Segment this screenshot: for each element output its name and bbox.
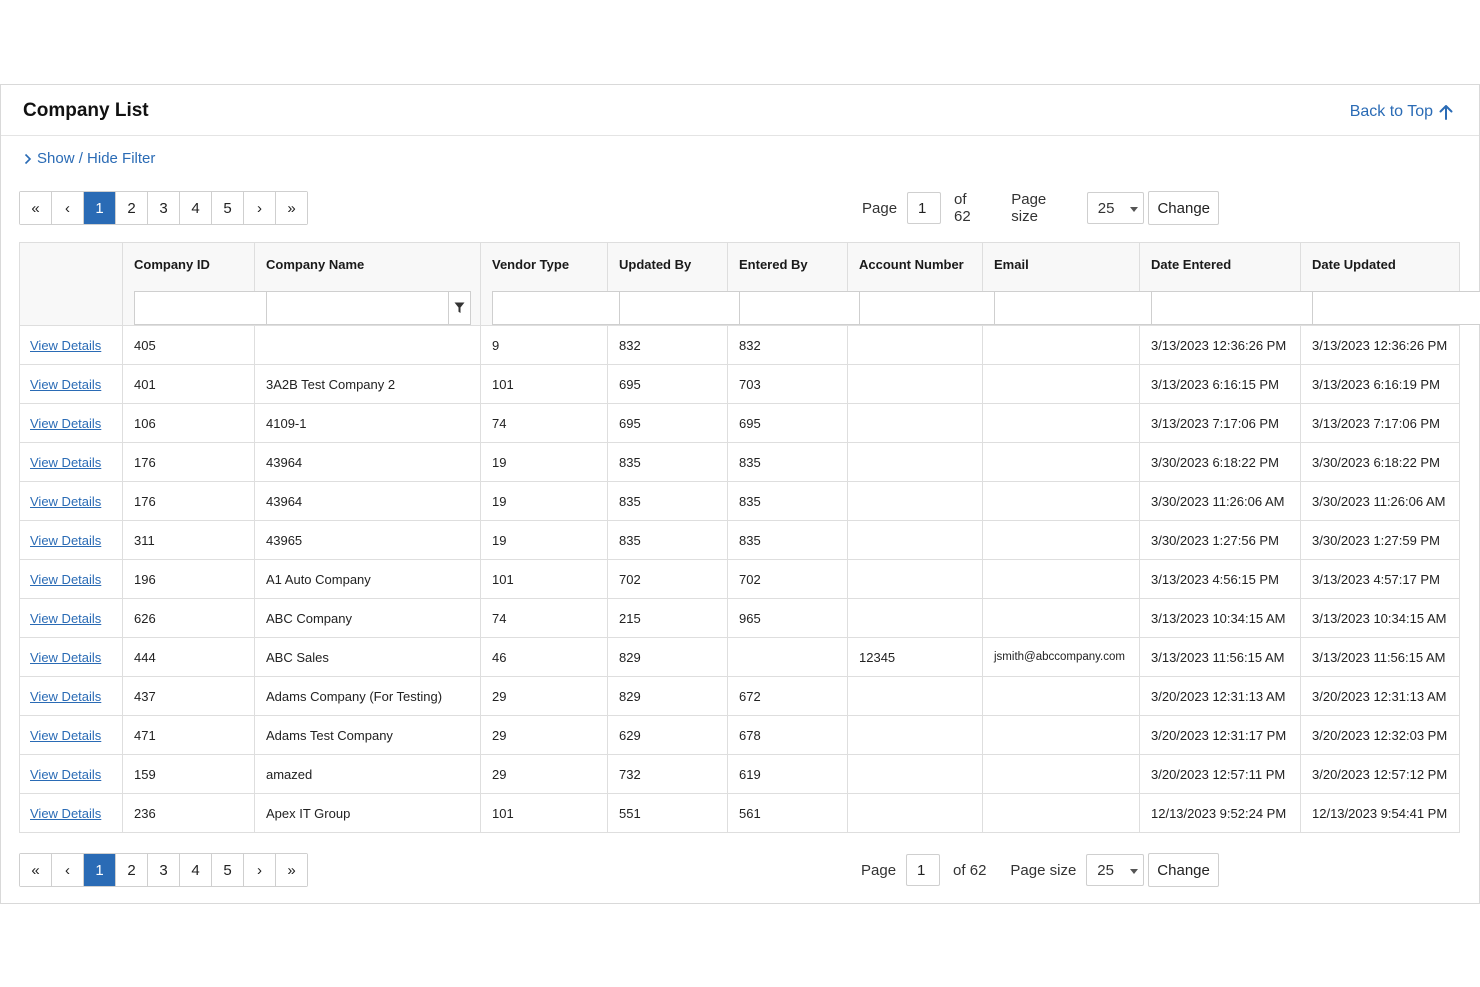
company-name-cell: Apex IT Group — [255, 794, 481, 833]
entered-by-cell: 703 — [728, 365, 848, 404]
page-button-2[interactable]: 2 — [116, 192, 148, 224]
next-page-button[interactable]: › — [244, 854, 276, 886]
company-id-cell: 311 — [123, 521, 255, 560]
entered-by-cell: 672 — [728, 677, 848, 716]
table-body — [20, 326, 1460, 833]
page-button-3[interactable]: 3 — [148, 854, 180, 886]
view-details-link[interactable]: View Details — [30, 688, 102, 704]
date-updated-cell: 3/13/2023 11:56:15 AM — [1301, 638, 1460, 677]
page-count: of 62 — [953, 861, 987, 879]
company-id-cell: 159 — [123, 755, 255, 794]
actions-cell — [20, 716, 123, 755]
change-button[interactable]: Change — [1148, 191, 1219, 225]
vendor-type-cell: 29 — [481, 716, 608, 755]
view-details-link[interactable]: View Details — [30, 532, 102, 548]
table-row — [20, 365, 1460, 404]
email-cell — [983, 677, 1140, 716]
company-name-cell: ABC Sales — [255, 638, 481, 677]
updated-by-cell: 835 — [608, 521, 728, 560]
column-header-label: Entered By — [739, 257, 808, 272]
date-entered-cell: 3/13/2023 11:56:15 AM — [1140, 638, 1301, 677]
page-info — [861, 853, 1219, 887]
column-header-entered-by — [728, 243, 848, 326]
table-row — [20, 482, 1460, 521]
page-button-1[interactable]: 1 — [84, 192, 116, 224]
entered-by-cell: 702 — [728, 560, 848, 599]
column-header-updated-by — [608, 243, 728, 326]
view-details-link[interactable]: View Details — [30, 376, 102, 392]
pagination — [19, 191, 308, 225]
view-details-link[interactable]: View Details — [30, 610, 102, 626]
email-cell — [983, 404, 1140, 443]
date-entered-cell: 3/20/2023 12:57:11 PM — [1140, 755, 1301, 794]
column-header-label: Date Entered — [1151, 257, 1232, 272]
pagination — [19, 853, 308, 887]
account-number-cell — [848, 716, 983, 755]
table-row — [20, 326, 1460, 365]
view-details-link[interactable]: View Details — [30, 727, 102, 743]
table-row — [20, 716, 1460, 755]
back-to-top-link[interactable] — [1350, 103, 1453, 121]
view-details-link[interactable]: View Details — [30, 454, 102, 470]
account-number-cell — [848, 794, 983, 833]
company-name-filter-input[interactable] — [266, 291, 448, 325]
company-name-cell: 3A2B Test Company 2 — [255, 365, 481, 404]
column-header-email — [983, 243, 1140, 326]
email-cell — [983, 365, 1140, 404]
company-table — [19, 242, 1460, 833]
updated-by-cell: 215 — [608, 599, 728, 638]
date-updated-cell: 3/30/2023 1:27:59 PM — [1301, 521, 1460, 560]
column-header-label: Date Updated — [1312, 257, 1396, 272]
view-details-link[interactable]: View Details — [30, 337, 102, 353]
pager-bottom — [19, 853, 1219, 887]
view-details-link[interactable]: View Details — [30, 649, 102, 665]
column-header-vendor-type — [481, 243, 608, 326]
account-number-cell — [848, 482, 983, 521]
vendor-type-cell: 9 — [481, 326, 608, 365]
panel-header — [1, 85, 1479, 136]
date-entered-cell: 3/30/2023 11:26:06 AM — [1140, 482, 1301, 521]
date-entered-cell: 3/20/2023 12:31:13 AM — [1140, 677, 1301, 716]
date-entered-cell: 3/30/2023 6:18:22 PM — [1140, 443, 1301, 482]
entered-by-cell: 619 — [728, 755, 848, 794]
date-updated-cell: 3/13/2023 4:57:17 PM — [1301, 560, 1460, 599]
page-number-input[interactable] — [906, 854, 940, 886]
funnel-icon — [454, 302, 465, 314]
column-filter — [739, 291, 838, 325]
column-header-company-id — [123, 243, 255, 326]
page-button-3[interactable]: 3 — [148, 192, 180, 224]
table-row — [20, 599, 1460, 638]
account-number-cell — [848, 443, 983, 482]
prev-page-button[interactable]: ‹ — [52, 854, 84, 886]
company-id-cell: 444 — [123, 638, 255, 677]
email-cell — [983, 716, 1140, 755]
page-count: of 62 — [954, 191, 971, 225]
date-entered-cell: 3/13/2023 4:56:15 PM — [1140, 560, 1301, 599]
table-row — [20, 794, 1460, 833]
column-header-label: Account Number — [859, 257, 964, 272]
column-header-account-number — [848, 243, 983, 326]
account-number-cell — [848, 326, 983, 365]
company-id-cell: 106 — [123, 404, 255, 443]
company-id-cell: 405 — [123, 326, 255, 365]
email-cell — [983, 482, 1140, 521]
column-header-date-entered — [1140, 243, 1301, 326]
page-size-label: Page size — [1011, 191, 1047, 225]
date-updated-cell: 3/20/2023 12:57:12 PM — [1301, 755, 1460, 794]
column-header-actions — [20, 243, 123, 326]
actions-cell — [20, 638, 123, 677]
first-page-button[interactable]: « — [20, 854, 52, 886]
page-title: Company List — [23, 100, 149, 121]
view-details-link[interactable]: View Details — [30, 571, 102, 587]
actions-cell — [20, 521, 123, 560]
company-name-cell: 4109-1 — [255, 404, 481, 443]
updated-by-cell: 551 — [608, 794, 728, 833]
date-entered-cell: 3/13/2023 6:16:15 PM — [1140, 365, 1301, 404]
entered-by-cell: 832 — [728, 326, 848, 365]
date-updated-cell: 3/13/2023 6:16:19 PM — [1301, 365, 1460, 404]
column-filter — [859, 291, 973, 325]
vendor-type-cell: 101 — [481, 794, 608, 833]
view-details-link[interactable]: View Details — [30, 415, 102, 431]
entered-by-cell: 835 — [728, 521, 848, 560]
change-button[interactable]: Change — [1148, 853, 1219, 887]
column-filter — [492, 291, 598, 325]
date-updated-cell: 3/20/2023 12:32:03 PM — [1301, 716, 1460, 755]
show-hide-filter-toggle[interactable] — [24, 150, 155, 167]
pager-top — [19, 191, 1219, 225]
account-number-cell — [848, 404, 983, 443]
vendor-type-cell: 19 — [481, 521, 608, 560]
email-filter-input[interactable] — [994, 291, 1176, 325]
column-header-company-name — [255, 243, 481, 326]
entered-by-cell: 835 — [728, 443, 848, 482]
date-entered-cell: 3/13/2023 10:34:15 AM — [1140, 599, 1301, 638]
vendor-type-cell: 29 — [481, 755, 608, 794]
actions-cell — [20, 326, 123, 365]
column-header-label: Vendor Type — [492, 257, 570, 272]
column-filter — [266, 291, 471, 325]
entered-by-cell: 561 — [728, 794, 848, 833]
date-updated-cell: 3/20/2023 12:31:13 AM — [1301, 677, 1460, 716]
page-button-2[interactable]: 2 — [116, 854, 148, 886]
date-updated-cell: 3/13/2023 12:36:26 PM — [1301, 326, 1460, 365]
page-size-select[interactable] — [1086, 854, 1144, 886]
vendor-type-cell: 74 — [481, 599, 608, 638]
page-size-value: 25 — [1097, 861, 1114, 879]
page-label: Page — [861, 861, 897, 879]
last-page-button[interactable]: » — [276, 192, 307, 224]
column-filter — [994, 291, 1130, 325]
entered-by-cell: 835 — [728, 482, 848, 521]
company-name-cell: Adams Company (For Testing) — [255, 677, 481, 716]
updated-by-cell: 695 — [608, 404, 728, 443]
vendor-type-cell: 74 — [481, 404, 608, 443]
page-size-select[interactable] — [1087, 192, 1145, 224]
company-id-cell: 471 — [123, 716, 255, 755]
email-cell — [983, 794, 1140, 833]
updated-by-cell: 732 — [608, 755, 728, 794]
account-number-cell — [848, 677, 983, 716]
updated-by-cell: 829 — [608, 677, 728, 716]
account-number-cell: 12345 — [848, 638, 983, 677]
company-id-cell: 236 — [123, 794, 255, 833]
account-number-cell — [848, 365, 983, 404]
updated-by-cell: 702 — [608, 560, 728, 599]
table-header-row — [20, 243, 1460, 326]
date-entered-cell: 3/20/2023 12:31:17 PM — [1140, 716, 1301, 755]
vendor-type-cell: 101 — [481, 560, 608, 599]
actions-cell — [20, 560, 123, 599]
column-header-label: Updated By — [619, 257, 692, 272]
vendor-type-cell: 19 — [481, 482, 608, 521]
company-name-cell: A1 Auto Company — [255, 560, 481, 599]
caret-down-icon — [1130, 207, 1138, 212]
email-cell — [983, 326, 1140, 365]
next-page-button[interactable]: › — [244, 192, 276, 224]
account-number-cell — [848, 599, 983, 638]
email-cell — [983, 521, 1140, 560]
column-filter — [1312, 291, 1450, 325]
entered-by-cell: 695 — [728, 404, 848, 443]
updated-by-cell: 835 — [608, 443, 728, 482]
arrow-up-icon — [1439, 104, 1453, 120]
company-id-cell: 626 — [123, 599, 255, 638]
actions-cell — [20, 443, 123, 482]
back-to-top-label: Back to Top — [1349, 103, 1433, 120]
actions-cell — [20, 599, 123, 638]
date-updated-cell: 3/30/2023 11:26:06 AM — [1301, 482, 1460, 521]
table-row — [20, 404, 1460, 443]
column-header-date-updated — [1301, 243, 1460, 326]
caret-down-icon — [1130, 869, 1138, 874]
actions-cell — [20, 482, 123, 521]
vendor-type-cell: 101 — [481, 365, 608, 404]
table-row — [20, 560, 1460, 599]
column-filter — [619, 291, 718, 325]
company-id-cell: 437 — [123, 677, 255, 716]
date-entered-filter-input[interactable] — [1151, 291, 1333, 325]
email-cell — [983, 443, 1140, 482]
actions-cell — [20, 404, 123, 443]
filter-button[interactable] — [448, 291, 471, 325]
company-name-cell: 43965 — [255, 521, 481, 560]
column-filter — [134, 291, 245, 325]
column-header-label: Company ID — [134, 257, 210, 272]
table-row — [20, 677, 1460, 716]
entered-by-cell: 678 — [728, 716, 848, 755]
page-button-4[interactable]: 4 — [180, 192, 212, 224]
actions-cell — [20, 794, 123, 833]
entered-by-cell — [728, 638, 848, 677]
updated-by-cell: 695 — [608, 365, 728, 404]
chevron-right-icon — [24, 153, 32, 165]
updated-by-cell: 832 — [608, 326, 728, 365]
date-entered-cell: 3/13/2023 12:36:26 PM — [1140, 326, 1301, 365]
prev-page-button[interactable]: ‹ — [52, 192, 84, 224]
account-number-cell — [848, 560, 983, 599]
account-number-cell — [848, 755, 983, 794]
vendor-type-cell: 19 — [481, 443, 608, 482]
page-size-label: Page size — [1010, 861, 1077, 879]
email-cell — [983, 599, 1140, 638]
page-label: Page — [862, 199, 898, 217]
date-updated-cell: 3/13/2023 10:34:15 AM — [1301, 599, 1460, 638]
company-id-cell: 196 — [123, 560, 255, 599]
date-entered-cell: 3/30/2023 1:27:56 PM — [1140, 521, 1301, 560]
date-updated-cell: 12/13/2023 9:54:41 PM — [1301, 794, 1460, 833]
date-entered-cell: 12/13/2023 9:52:24 PM — [1140, 794, 1301, 833]
company-id-cell: 401 — [123, 365, 255, 404]
vendor-type-cell: 29 — [481, 677, 608, 716]
last-page-button[interactable]: » — [276, 854, 307, 886]
show-hide-filter-label: Show / Hide Filter — [37, 150, 156, 167]
company-name-cell: 43964 — [255, 482, 481, 521]
company-id-cell: 176 — [123, 482, 255, 521]
actions-cell — [20, 365, 123, 404]
page-button-1[interactable]: 1 — [84, 854, 116, 886]
page-size-value: 25 — [1097, 199, 1115, 217]
page-number-input[interactable] — [907, 192, 941, 224]
entered-by-cell: 965 — [728, 599, 848, 638]
view-details-link[interactable]: View Details — [30, 493, 102, 509]
actions-cell — [20, 755, 123, 794]
company-name-cell: amazed — [255, 755, 481, 794]
date-updated-cell: 3/30/2023 6:18:22 PM — [1301, 443, 1460, 482]
first-page-button[interactable]: « — [20, 192, 52, 224]
page-info — [862, 191, 1219, 225]
page-button-4[interactable]: 4 — [180, 854, 212, 886]
account-number-cell — [848, 521, 983, 560]
email-cell: jsmith@abccompany.com — [983, 638, 1140, 677]
updated-by-cell: 629 — [608, 716, 728, 755]
view-details-link[interactable]: View Details — [30, 805, 102, 821]
date-entered-cell: 3/13/2023 7:17:06 PM — [1140, 404, 1301, 443]
column-header-label: Company Name — [266, 257, 365, 272]
company-id-cell: 176 — [123, 443, 255, 482]
date-updated-cell: 3/13/2023 7:17:06 PM — [1301, 404, 1460, 443]
table-row — [20, 521, 1460, 560]
updated-by-cell: 835 — [608, 482, 728, 521]
column-filter — [1151, 291, 1291, 325]
page-button-5[interactable]: 5 — [212, 192, 244, 224]
updated-by-cell: 829 — [608, 638, 728, 677]
column-header-label: Email — [994, 257, 1029, 272]
date-updated-filter-input[interactable] — [1312, 291, 1480, 325]
vendor-type-cell: 46 — [481, 638, 608, 677]
view-details-link[interactable]: View Details — [30, 766, 102, 782]
table-row — [20, 443, 1460, 482]
company-name-cell: ABC Company — [255, 599, 481, 638]
actions-cell — [20, 677, 123, 716]
company-name-cell: Adams Test Company — [255, 716, 481, 755]
email-cell — [983, 560, 1140, 599]
company-name-cell: 43964 — [255, 443, 481, 482]
email-cell — [983, 755, 1140, 794]
company-name-cell — [255, 326, 481, 365]
table-row — [20, 638, 1460, 677]
table-row — [20, 755, 1460, 794]
page-button-5[interactable]: 5 — [212, 854, 244, 886]
